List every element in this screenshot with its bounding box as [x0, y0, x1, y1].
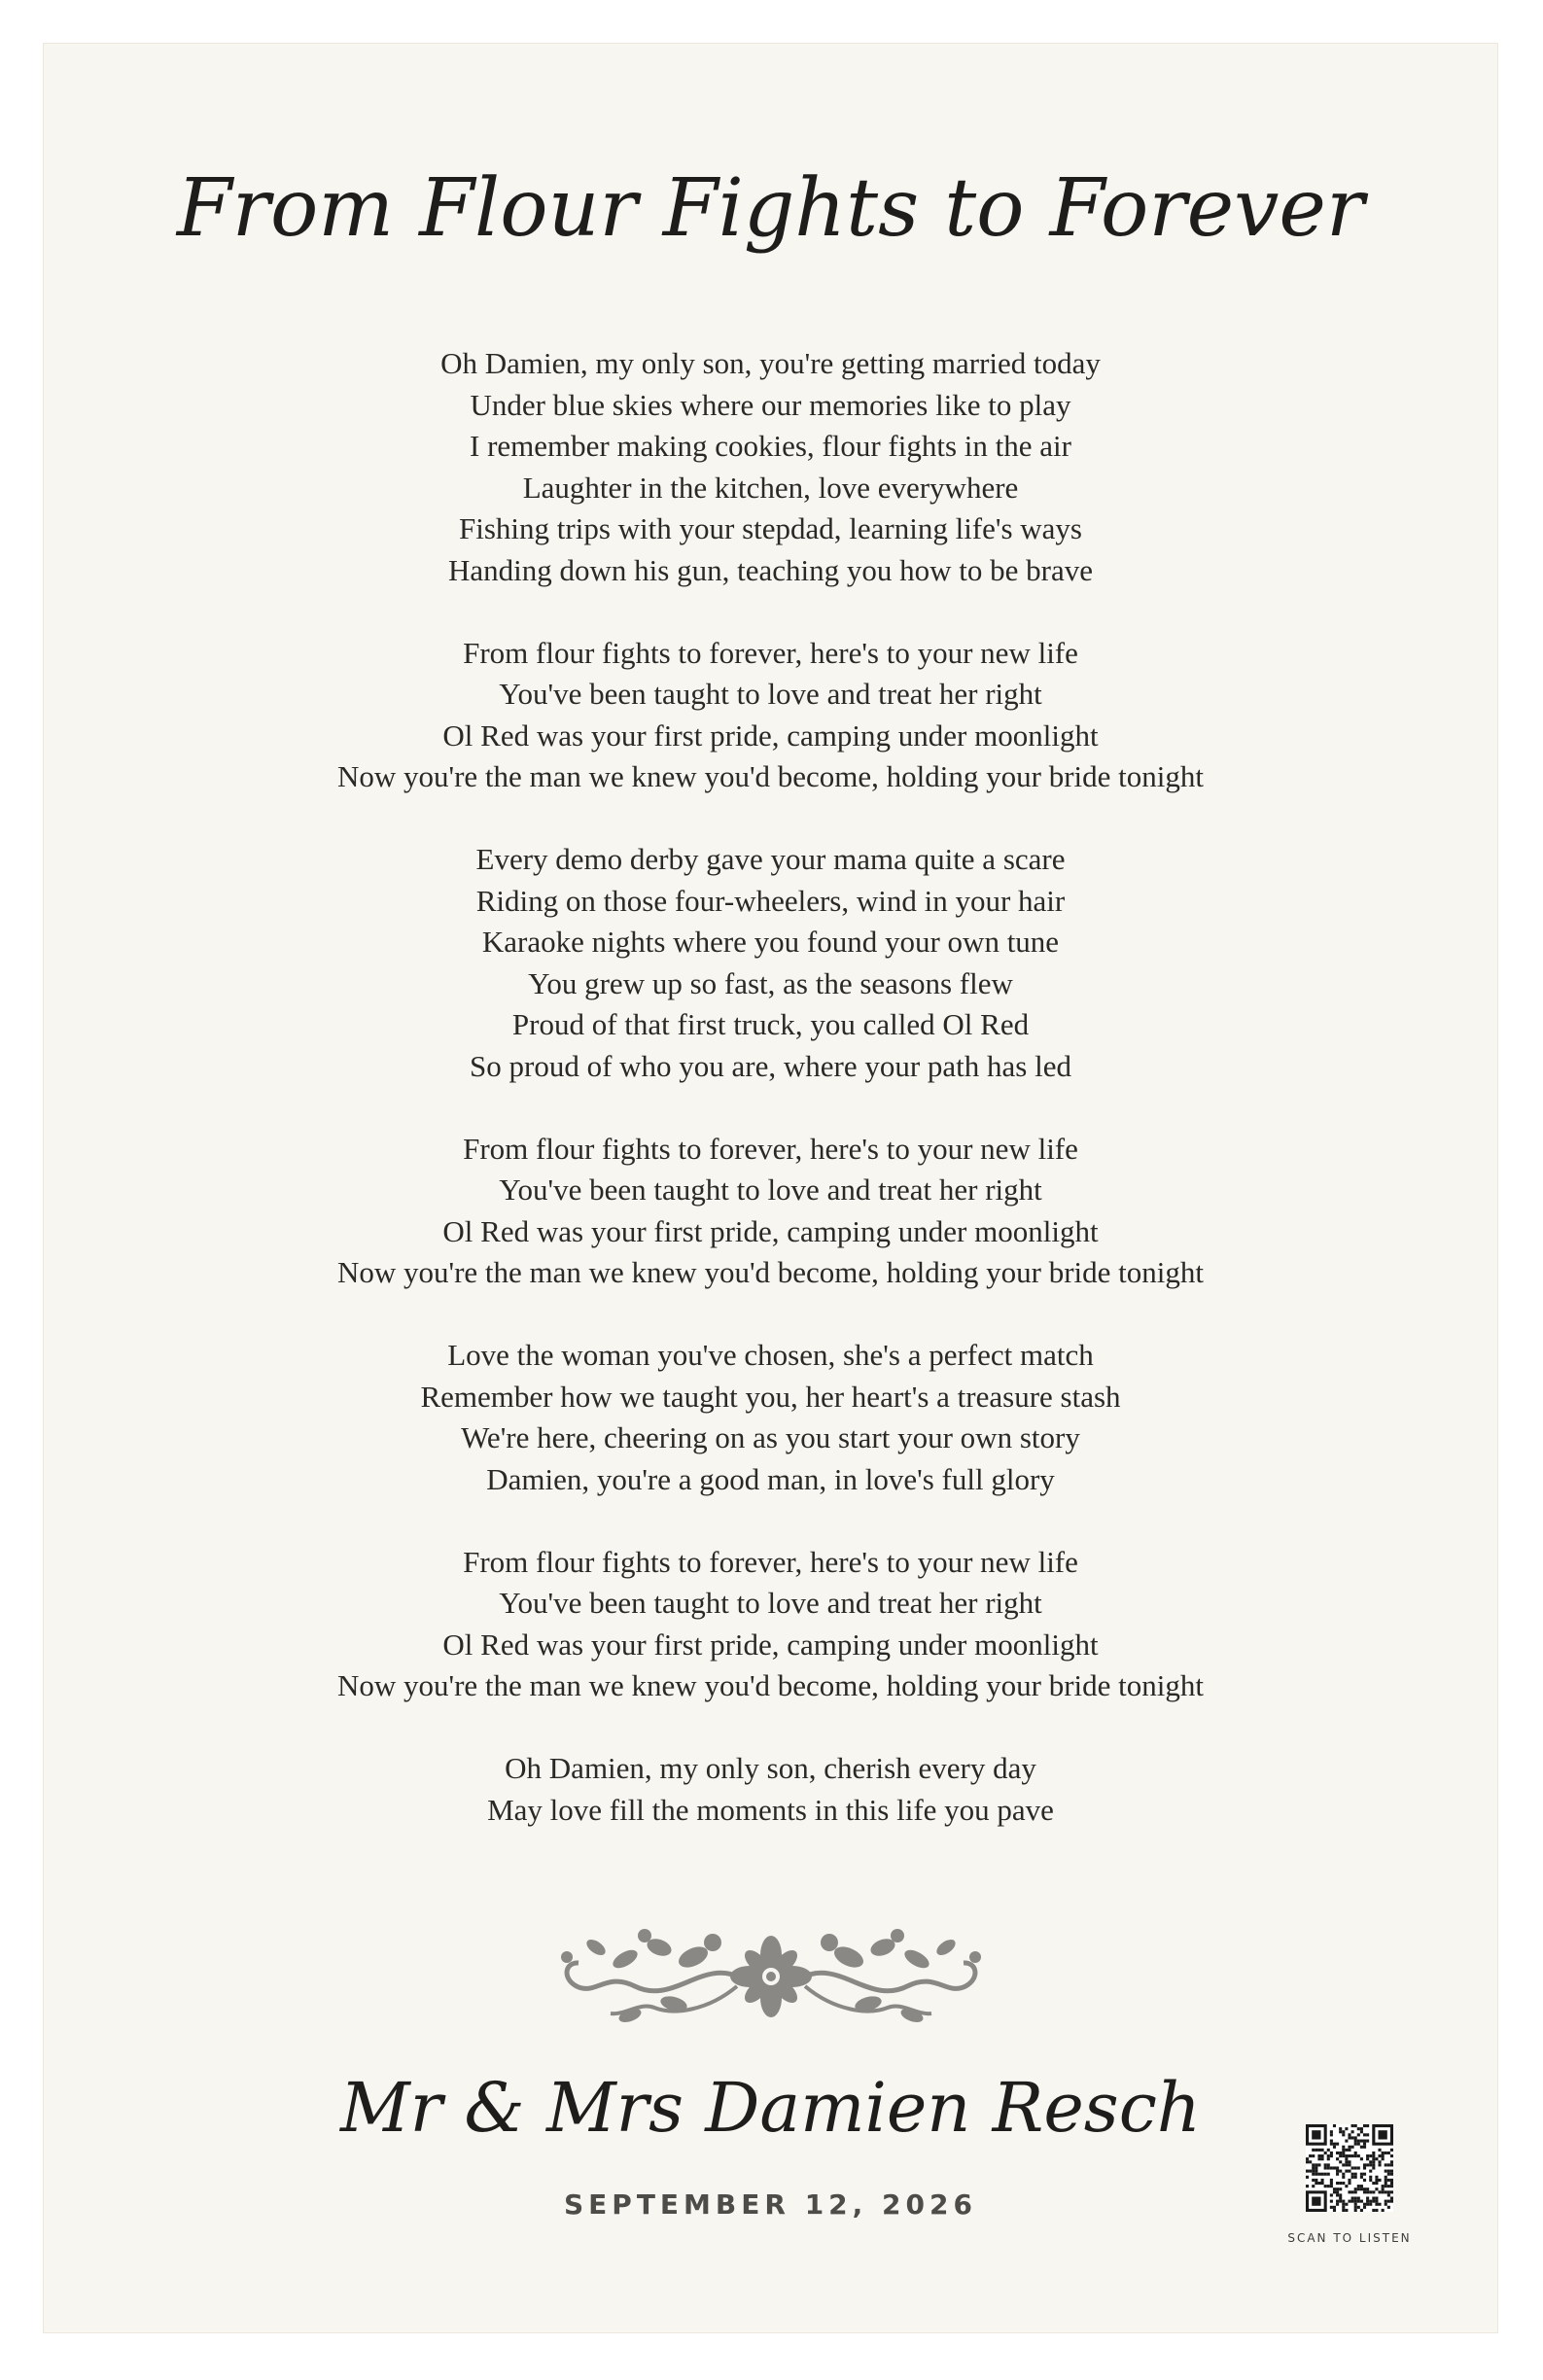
qr-label: SCAN TO LISTEN: [1287, 2231, 1412, 2245]
lyric-line: From flour fights to forever, here's to your new life: [463, 1544, 1078, 1579]
stanza: [44, 1335, 1497, 1500]
stanza: [44, 1129, 1497, 1294]
lyric-line: You grew up so fast, as the seasons flew: [528, 965, 1013, 1000]
stanza: [44, 633, 1497, 798]
lyric-line: You've been taught to love and treat her right: [499, 1586, 1042, 1620]
lyric-line: Oh Damien, my only son, cherish every day: [505, 1751, 1036, 1785]
lyric-line: Karaoke nights where you found your own tune: [481, 925, 1060, 959]
lyric-line: Ol Red was your first pride, camping under moonlight: [442, 718, 1099, 752]
floral-flourish-icon: [538, 1918, 1004, 2035]
lyric-line: I remember making cookies, flour fights in the air: [470, 429, 1071, 463]
lyric-line: So proud of who you are, where your path has led: [470, 1048, 1071, 1083]
lyric-line: Fishing trips with your stepdad, learning life's ways: [458, 511, 1082, 545]
lyric-line: Ol Red was your first pride, camping under moonlight: [442, 1213, 1099, 1248]
lyrics-block: [44, 343, 1497, 1872]
lyric-line: Now you're the man we knew you'd become, holding your bride tonight: [336, 1668, 1205, 1702]
lyric-line: Riding on those four-wheelers, wind in your hair: [475, 883, 1066, 918]
stanza: [44, 1542, 1497, 1707]
qr-code-icon[interactable]: [1306, 2124, 1393, 2212]
couple-name: Mr & Mrs Damien Resch: [340, 2068, 1201, 2148]
lyric-line: You've been taught to love and treat her right: [499, 1172, 1042, 1207]
lyric-line: Ol Red was your first pride, camping under moonlight: [442, 1627, 1099, 1662]
lyric-line: Damien, you're a good man, in love's full glory: [486, 1461, 1055, 1496]
poster-page: [43, 43, 1498, 2333]
stanza: [44, 343, 1497, 591]
stanza: [44, 839, 1497, 1087]
lyric-line: You've been taught to love and treat her right: [499, 677, 1042, 711]
lyric-line: From flour fights to forever, here's to your new life: [463, 1131, 1078, 1166]
stanza: [44, 1748, 1497, 1831]
lyric-line: Proud of that first truck, you called Ol Red: [511, 1007, 1030, 1041]
lyric-line: Now you're the man we knew you'd become, holding your bride tonight: [336, 1255, 1205, 1289]
lyric-line: Now you're the man we knew you'd become, holding your bride tonight: [336, 759, 1205, 793]
lyric-line: Every demo derby gave your mama quite a scare: [475, 842, 1066, 876]
wedding-date: SEPTEMBER 12, 2026: [564, 2188, 977, 2221]
lyric-line: Oh Damien, my only son, you're getting married today: [440, 346, 1101, 380]
lyric-line: We're here, cheering on as you start your own story: [461, 1420, 1080, 1454]
lyric-line: From flour fights to forever, here's to your new life: [463, 635, 1078, 670]
lyric-line: Love the woman you've chosen, she's a perfect match: [447, 1338, 1094, 1372]
lyric-line: Handing down his gun, teaching you how to be brave: [448, 552, 1093, 587]
lyric-line: Remember how we taught you, her heart's a treasure stash: [420, 1379, 1121, 1414]
song-title: From Flour Fights to Forever: [176, 162, 1365, 255]
lyric-line: Laughter in the kitchen, love everywhere: [522, 470, 1019, 505]
lyric-line: Under blue skies where our memories like to play: [470, 387, 1071, 422]
lyric-line: May love fill the moments in this life you pave: [487, 1792, 1054, 1827]
